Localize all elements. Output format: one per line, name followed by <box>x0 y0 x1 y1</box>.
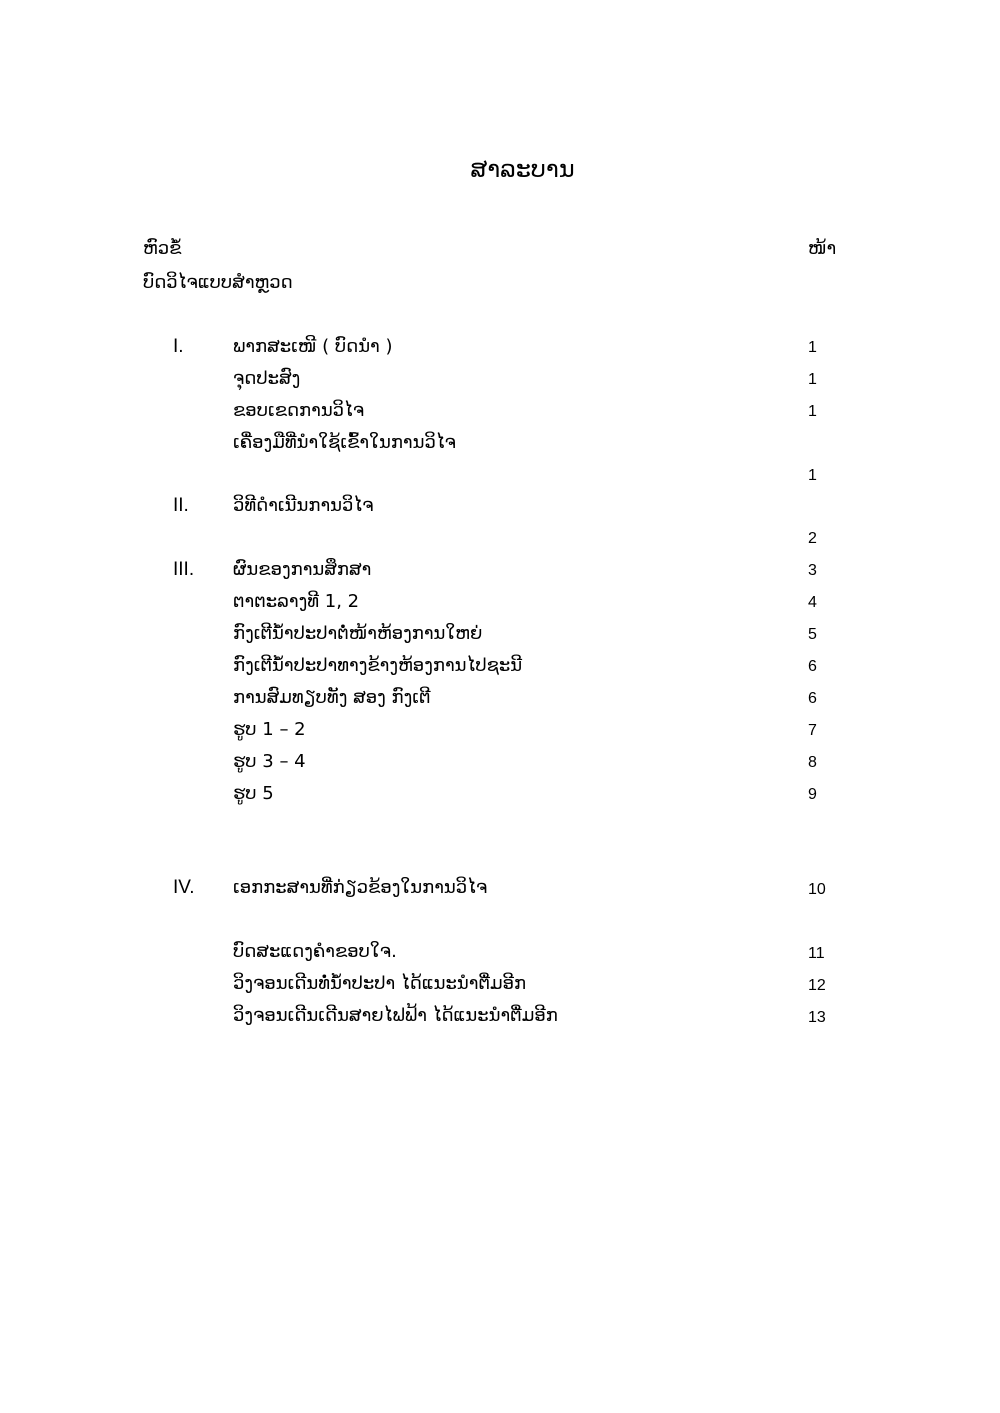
toc-row-label: ວິງຈອນເດີນທໍ່ນ້ຳປະປາ ໄດ້ແນະນຳຕື່ມອີກ <box>233 973 527 994</box>
toc-row-label: ເອກກະສານທີ່ກ່ຽວຂ້ອງໃນການວິໄຈ <box>233 877 488 898</box>
toc-row-label: ຮູບ 5 <box>233 783 274 804</box>
toc-row-label: ຮູບ 1 – 2 <box>233 719 306 740</box>
toc-row-number: IV. <box>173 877 195 898</box>
toc-row-page: 7 <box>808 722 817 739</box>
toc-row-label: ເຄື່ອງມືທີ່ນຳໃຊ້ເຂົ້າໃນການວິໄຈ <box>233 432 456 453</box>
toc-row-page: 8 <box>808 754 817 771</box>
toc-row-number: I. <box>173 336 184 357</box>
toc-row-page: 6 <box>808 690 817 707</box>
toc-row-page: 3 <box>808 562 817 579</box>
toc-row-number: II. <box>173 495 189 516</box>
toc-row-label: ກົງເຕີນ້ຳປະປາຕໍ່ໜ້າຫ້ອງການໃຫຍ່ <box>233 623 483 644</box>
topic-column-header: ຫົວຂໍ້ <box>143 238 182 259</box>
toc-row-page: 12 <box>808 977 826 994</box>
toc-row-label: ພາກສະເໜີ ( ບົດນຳ ) <box>233 336 393 357</box>
toc-row-page: 1 <box>808 403 817 420</box>
toc-row-page: 10 <box>808 881 826 898</box>
document-subtitle: ບົດວິໄຈແບບສຳຫຼວດ <box>143 272 293 293</box>
page-title: ສາລະບານ <box>470 155 575 183</box>
toc-row-label: ຈຸດປະສົງ <box>233 368 301 389</box>
toc-row-page: 4 <box>808 594 817 611</box>
toc-row-label: ຂອບເຂດການວິໄຈ <box>233 400 365 421</box>
toc-row-label: ຮູບ 3 – 4 <box>233 751 306 772</box>
toc-row-label: ການສົມທຽບທັງ ສອງ ກົງເຕີ <box>233 687 431 708</box>
toc-row-label: ກົງເຕີນ້ຳປະປາທາງຂ້າງຫ້ອງການໄປຊະນີ <box>233 655 523 676</box>
toc-row-page: 2 <box>808 530 817 547</box>
toc-row-label: ວິທີດຳເນີນການວິໄຈ <box>233 495 374 516</box>
toc-row-label: ວິງຈອນເດີນເດີນສາຍໄຟຟ້າ ໄດ້ແນະນຳຕື່ມອີກ <box>233 1005 558 1026</box>
toc-row-page: 1 <box>808 467 817 484</box>
toc-row-label: ຕາຕະລາງທີ 1, 2 <box>233 591 360 612</box>
toc-row-page: 5 <box>808 626 817 643</box>
toc-row-label: ຜົນຂອງການສຶກສາ <box>233 559 372 580</box>
toc-row-page: 1 <box>808 339 817 356</box>
page-column-header: ໜ້າ <box>808 238 837 259</box>
toc-row-page: 9 <box>808 786 817 803</box>
toc-row-page: 11 <box>808 945 825 962</box>
toc-row-number: III. <box>173 559 195 580</box>
toc-row-page: 6 <box>808 658 817 675</box>
toc-row-page: 13 <box>808 1009 826 1026</box>
toc-row-label: ບົດສະແດງຄຳຂອບໃຈ. <box>233 941 397 962</box>
toc-row-page: 1 <box>808 371 817 388</box>
